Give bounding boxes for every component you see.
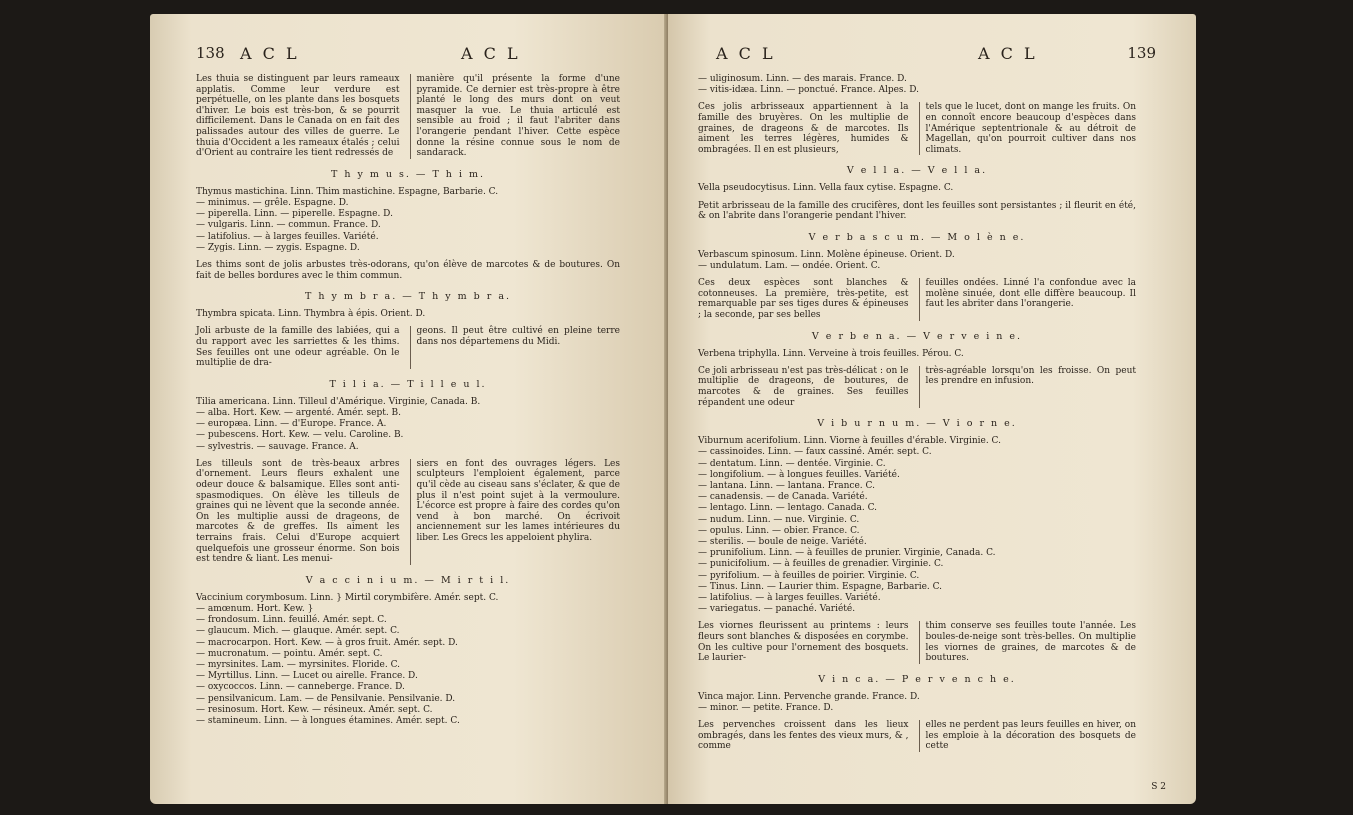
paragraph-column: Ce joli arbrisseau n'est pas très-délicat : on le multiplie de drageons, de boutures, de marcotes & de graines. Ses feuilles répandent une odeur bbox=[698, 365, 909, 408]
species-entry: — stamineum. Linn. — à longues étamines. Amér. sept. C. bbox=[196, 715, 460, 726]
species-entry: Thymus mastichina. Linn. Thim mastichine. Espagne, Barbarie. C. bbox=[196, 186, 499, 197]
species-entry: — minor. — petite. France. D. bbox=[698, 702, 834, 713]
species-entry: — nudum. Linn. — nue. Virginie. C. bbox=[698, 514, 860, 525]
species-entry: — amœnum. Hort. Kew. } bbox=[196, 603, 314, 614]
viburnum-paragraph bbox=[698, 621, 1136, 663]
species-entry: Vinca major. Linn. Pervenche grande. France. D. bbox=[698, 691, 920, 702]
section-heading-thymbra: T h y m b r a. — T h y m b r a. bbox=[304, 291, 512, 303]
paragraph-column: Joli arbuste de la famille des labiées, qui a du rapport avec les sarriettes & les thims. Ses feuilles ont une odeur agréable. On le multiplie de dra- bbox=[196, 326, 400, 369]
vinca-paragraph bbox=[698, 720, 1136, 752]
paragraph-column: très-agréable lorsqu'on les froisse. On peut les prendre en infusion. bbox=[919, 366, 1137, 408]
section-heading-viburnum: V i b u r n u m. — V i o r n e. bbox=[817, 418, 1017, 430]
species-entry: — opulus. Linn. — obier. France. C. bbox=[698, 525, 860, 536]
paragraph-column: Les viornes fleurissent au printems : leurs fleurs sont blanches & disposées en corymbe. On les cultive pour l'ornement des bosquets. Le laurier- bbox=[698, 621, 909, 664]
species-entry: — vitis-idæa. Linn. — ponctué. France. Alpes. D. bbox=[698, 85, 920, 96]
species-entry: — dentatum. Linn. — dentée. Virginie. C. bbox=[698, 458, 886, 469]
thymus-paragraph: Les thims sont de jolis arbustes très-odorans, qu'on élève de marcotes & de boutures. On fait de belles bordures avec le thim commun. bbox=[196, 259, 620, 281]
verbascum-paragraph bbox=[698, 278, 1136, 320]
vella-list bbox=[698, 183, 1136, 194]
vella-paragraph: Petit arbrisseau de la famille des crucifères, dont les feuilles sont persistantes ; il fleurit en été, & on l'abrite dans l'orangerie pendant l'hiver. bbox=[698, 200, 1136, 222]
vaccinium-paragraph bbox=[698, 102, 1136, 155]
species-entry: Vaccinium corymbosum. Linn. } Mirtil corymbifère. Amér. sept. C. bbox=[196, 592, 499, 603]
species-entry: — europæa. Linn. — d'Europe. France. A. bbox=[196, 419, 387, 430]
running-head: A C L bbox=[978, 44, 1038, 63]
species-entry: — lentago. Linn. — lentago. Canada. C. bbox=[698, 503, 878, 514]
species-entry: — latifolius. — à larges feuilles. Variété. bbox=[196, 231, 379, 242]
paragraph-column: siers en font des ouvrages légers. Les sculpteurs l'emploient également, parce qu'il cède au ciseau sans s'éclater, & que de plus il n'est point sujet à la vermoulure. L'écorce est propre à faire des cordes qu'on vend à bon marché. On écrivoit anciennement sur les lames intérieures du liber. Les Grecs les appeloient phylira. bbox=[410, 459, 621, 565]
species-entry: — lantana. Linn. — lantana. France. C. bbox=[698, 480, 875, 491]
thuia-paragraph bbox=[196, 74, 620, 159]
thymus-list bbox=[196, 187, 620, 254]
vaccinium-continued-list bbox=[698, 74, 1136, 96]
species-entry: — resinosum. Hort. Kew. — résineux. Amér. sept. C. bbox=[196, 704, 433, 715]
paragraph-column: geons. Il peut être cultivé en pleine terre dans nos départemens du Midi. bbox=[410, 326, 621, 368]
species-entry: — sterilis. — boule de neige. Variété. bbox=[698, 536, 867, 547]
species-entry: — variegatus. — panaché. Variété. bbox=[698, 604, 856, 615]
section-heading-thymus: T h y m u s. — T h i m. bbox=[330, 168, 486, 180]
left-page bbox=[150, 14, 668, 804]
section-heading-vella: V e l l a. — V e l l a. bbox=[846, 165, 988, 177]
thymbra-paragraph bbox=[196, 326, 620, 368]
paragraph-column: Ces deux espèces sont blanches & cotonneuses. La première, très-petite, est remarquable par ses tiges dures & épineuses ; la seconde, par ses belles bbox=[698, 278, 909, 320]
paragraph-column: Les pervenches croissent dans les lieux ombragés, dans les fentes des vieux murs, & , comme bbox=[698, 720, 909, 752]
species-entry: — Myrtillus. Linn. — Lucet ou airelle. France. D. bbox=[196, 671, 418, 682]
species-entry: — macrocarpon. Hort. Kew. — à gros fruit. Amér. sept. D. bbox=[196, 637, 458, 648]
running-head: A C L bbox=[461, 44, 521, 63]
right-page bbox=[668, 14, 1196, 804]
species-entry: — piperella. Linn. — piperelle. Espagne. D. bbox=[196, 209, 393, 220]
vinca-list bbox=[698, 692, 1136, 714]
species-entry: — longifolium. — à longues feuilles. Variété. bbox=[698, 469, 900, 480]
viburnum-list bbox=[698, 436, 1136, 615]
species-entry: — undulatum. Lam. — ondée. Orient. C. bbox=[698, 260, 881, 271]
thymbra-list bbox=[196, 309, 620, 320]
species-entry: Tilia americana. Linn. Tilleul d'Amérique. Virginie, Canada. B. bbox=[196, 396, 481, 407]
species-entry: — Tinus. Linn. — Laurier thim. Espagne, Barbarie. C. bbox=[698, 581, 943, 592]
species-entry: — prunifolium. Linn. — à feuilles de prunier. Virginie, Canada. C. bbox=[698, 548, 996, 559]
section-heading-verbascum: V e r b a s c u m. — M o l è n e. bbox=[808, 231, 1026, 243]
tilia-paragraph bbox=[196, 459, 620, 565]
section-heading-tilia: T i l i a. — T i l l e u l. bbox=[329, 378, 487, 390]
paragraph-column: feuilles ondées. Linné l'a confondue avec la molène sinuée, dont elle diffère beaucoup. Il faut les abriter dans l'orangerie. bbox=[919, 278, 1137, 320]
section-heading-vaccinium: V a c c i n i u m. — M i r t i l. bbox=[305, 574, 511, 586]
verbena-list bbox=[698, 349, 1136, 360]
species-entry: — mucronatum. — pointu. Amér. sept. C. bbox=[196, 648, 383, 659]
species-entry: — cassinoides. Linn. — faux cassiné. Amér. sept. C. bbox=[698, 447, 932, 458]
species-entry: — sylvestris. — sauvage. France. A. bbox=[196, 441, 359, 452]
paragraph-column: Les tilleuls sont de très-beaux arbres d'ornement. Leurs fleurs exhalent une odeur douce & balsamique. Elles sont anti-spasmodiques. On élève les tilleuls de graines qui ne lèvent que la seconde année. On les multiplie aussi de drageons, de marcotes & de greffes. Ils aiment les terrains frais. Celui d'Europe acquiert quelquefois une grosseur énorme. Son bois est tendre & liant. Les menui- bbox=[196, 458, 400, 565]
paragraph-column: tels que le lucet, dont on mange les fruits. On en connoît encore beaucoup d'espèces dans l'Amérique septentrionale & au détroit de Magellan, qu'on pourroit cultiver dans nos climats. bbox=[919, 102, 1137, 155]
verbena-paragraph bbox=[698, 366, 1136, 408]
paragraph-column: Ces jolis arbrisseaux appartiennent à la famille des bruyères. On les multiplie de graines, de drageons & de marcotes. Ils aiment les terres légères, humides & ombragées. Il en est plusieurs, bbox=[698, 102, 909, 155]
page-number: 138 bbox=[196, 44, 225, 62]
paragraph-column: thim conserve ses feuilles toute l'année. Les boules-de-neige sont très-belles. On multiplie les viornes de graines, de marcotes & de boutures. bbox=[919, 621, 1137, 663]
tilia-list bbox=[196, 397, 620, 453]
species-entry: — vulgaris. Linn. — commun. France. D. bbox=[196, 220, 381, 231]
species-entry: — pubescens. Hort. Kew. — velu. Caroline. B. bbox=[196, 430, 404, 441]
species-entry: — oxycoccos. Linn. — canneberge. France. D. bbox=[196, 682, 405, 693]
species-entry: — glaucum. Mich. — glauque. Amér. sept. C. bbox=[196, 626, 400, 637]
signature-mark: S 2 bbox=[1151, 782, 1166, 792]
species-entry: Vella pseudocytisus. Linn. Vella faux cytise. Espagne. C. bbox=[698, 183, 954, 194]
species-entry: Thymbra spicata. Linn. Thymbra à épis. Orient. D. bbox=[196, 309, 426, 320]
species-entry: — frondosum. Linn. feuillé. Amér. sept. C. bbox=[196, 615, 387, 626]
running-head: A C L bbox=[716, 44, 776, 63]
species-entry: — pensilvanicum. Lam. — de Pensilvanie. Pensilvanie. D. bbox=[196, 693, 456, 704]
running-head: A C L bbox=[240, 44, 300, 63]
species-entry: Viburnum acerifolium. Linn. Viorne à feuilles d'érable. Virginie. C. bbox=[698, 436, 1001, 447]
species-entry: Verbena triphylla. Linn. Verveine à trois feuilles. Pérou. C. bbox=[698, 348, 964, 359]
species-entry: — pyrifolium. — à feuilles de poirier. Virginie. C. bbox=[698, 570, 920, 581]
species-entry: — canadensis. — de Canada. Variété. bbox=[698, 492, 868, 503]
page-number: 139 bbox=[1127, 44, 1156, 62]
section-heading-vinca: V i n c a. — P e r v e n c h e. bbox=[818, 673, 1016, 685]
species-entry: — punicifolium. — à feuilles de grenadier. Virginie. C. bbox=[698, 559, 944, 570]
species-entry: — latifolius. — à larges feuilles. Variété. bbox=[698, 592, 881, 603]
species-entry: — minimus. — grêle. Espagne. D. bbox=[196, 197, 349, 208]
species-entry: — alba. Hort. Kew. — argenté. Amér. sept. B. bbox=[196, 407, 402, 418]
species-entry: — Zygis. Linn. — zygis. Espagne. D. bbox=[196, 242, 360, 253]
paragraph-column: Les thuia se distinguent par leurs rameaux applatis. Comme leur verdure est perpétuelle, on les plante dans les bosquets d'hiver. Le bois est très-bon, & se pourrit difficilement. Dans le Canada on en fait des palissades autour des villes de guerre. Le thuia d'Occident a les rameaux étalés ; celui d'Orient au contraire les tient redressés de bbox=[196, 74, 400, 159]
paragraph-column: elles ne perdent pas leurs feuilles en hiver, on les emploie à la décoration des bosquets de cette bbox=[919, 720, 1137, 752]
left-page-header bbox=[196, 44, 620, 74]
species-entry: — myrsinites. Lam. — myrsinites. Floride. C. bbox=[196, 659, 401, 670]
paragraph-column: manière qu'il présente la forme d'une pyramide. Ce dernier est très-propre à être planté le long des murs dont on veut masquer la vue. Le thuia articulé est sensible au froid ; il faut l'abriter dans l'orangerie pendant l'hiver. Cette espèce donne la résine connue sous le nom de sandarack. bbox=[410, 74, 621, 159]
section-heading-verbena: V e r b e n a. — V e r v e i n e. bbox=[811, 330, 1023, 342]
vaccinium-list bbox=[196, 593, 620, 727]
right-page-header bbox=[698, 44, 1156, 74]
verbascum-list bbox=[698, 250, 1136, 272]
species-entry: — uliginosum. Linn. — des marais. France. D. bbox=[698, 74, 907, 84]
species-entry: Verbascum spinosum. Linn. Molène épineuse. Orient. D. bbox=[698, 249, 955, 260]
